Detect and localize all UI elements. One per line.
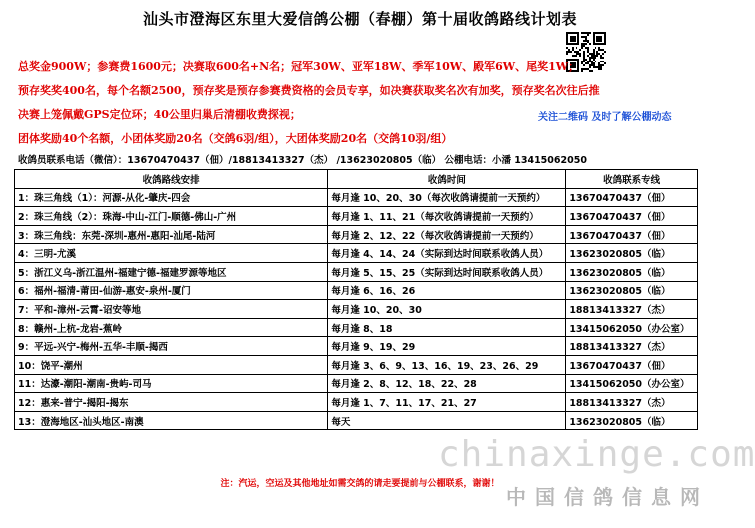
route-cell: 11：达濠-潮阳-潮南-贵屿-司马 [15, 374, 328, 393]
notice-gps-line: 决赛上笼佩戴GPS定位环；40公里归巢后清棚收费探视； [18, 108, 301, 121]
table-row [15, 318, 698, 337]
route-cell: 13：澄海地区-汕头地区-南澳 [15, 411, 328, 430]
contact-cell: 18813413327（杰） [566, 300, 698, 319]
table-row [15, 262, 698, 281]
time-cell: 每天 [328, 411, 566, 430]
time-cell: 每月逢 2、12、22（每次收鸽请提前一天预约） [328, 225, 566, 244]
notice-team-line: 团体奖励40个名额，小团体奖励20名（交鸽6羽/组），大团体奖励20名（交鸽10羽/组） [18, 132, 453, 145]
contact-cell: 13415062050（办公室） [566, 374, 698, 393]
time-cell: 每月逢 5、15、25（实际到达时间联系收鸽人员） [328, 262, 566, 281]
table-row [15, 281, 698, 300]
contact-cell: 13623020805（临） [566, 411, 698, 430]
time-cell: 每月逢 3、6、9、13、16、19、23、26、29 [328, 355, 566, 374]
contact-cell: 18813413327（杰） [566, 393, 698, 412]
notice-prestore-line: 预存奖奖400名，每个名额2500，预存奖是预存参赛费资格的会员专享，如决赛获取奖名次有加奖，预存奖名次往后推 [18, 84, 600, 97]
table-row [15, 337, 698, 356]
contact-cell: 13415062050（办公室） [566, 318, 698, 337]
contact-line: 收鸽员联系电话（微信）：13670470437（佃）/18813413327（杰） /13623020805（临） 公棚电话：小潘 13415062050 [18, 155, 587, 166]
qr-follow-note: 关注二维码 及时了解公棚动态 [538, 112, 672, 123]
table-row [15, 207, 698, 226]
route-cell: 4：三明-尤溪 [15, 244, 328, 263]
time-cell: 每月逢 8、18 [328, 318, 566, 337]
table-row [15, 374, 698, 393]
time-cell: 每月逢 4、14、24（实际到达时间联系收鸽人员） [328, 244, 566, 263]
contact-cell: 13623020805（临） [566, 281, 698, 300]
route-cell: 6：福州-福清-莆田-仙游-惠安-泉州-厦门 [15, 281, 328, 300]
header-contact: 收鸽联系专线 [566, 170, 698, 189]
table-row [15, 188, 698, 207]
header-time: 收鸽时间 [328, 170, 566, 189]
route-cell: 8：赣州-上杭-龙岩-蕉岭 [15, 318, 328, 337]
route-cell: 10：饶平-潮州 [15, 355, 328, 374]
route-cell: 7：平和-漳州-云霄-诏安等地 [15, 300, 328, 319]
header-route: 收鸽路线安排 [15, 170, 328, 189]
route-cell: 3：珠三角线：东莞-深圳-惠州-惠阳-汕尾-陆河 [15, 225, 328, 244]
route-cell: 2：珠三角线（2）：珠海-中山-江门-顺德-佛山-广州 [15, 207, 328, 226]
time-cell: 每月逢 2、8、12、18、22、28 [328, 374, 566, 393]
watermark-cn: 中国信鸽信息网 [506, 485, 709, 509]
table-row [15, 244, 698, 263]
time-cell: 每月逢 1、11、21（每次收鸽请提前一天预约） [328, 207, 566, 226]
contact-cell: 13623020805（临） [566, 262, 698, 281]
time-cell: 每月逢 6、16、26 [328, 281, 566, 300]
time-cell: 每月逢 10、20、30（每次收鸽请提前一天预约） [328, 188, 566, 207]
contact-cell: 13670470437（佃） [566, 355, 698, 374]
route-cell: 5：浙江义乌-浙江温州-福建宁德-福建罗源等地区 [15, 262, 328, 281]
time-cell: 每月逢 9、19、29 [328, 337, 566, 356]
route-cell: 1：珠三角线（1）：河源-从化-肇庆-四会 [15, 188, 328, 207]
table-row [15, 393, 698, 412]
time-cell: 每月逢 1、7、11、17、21、27 [328, 393, 566, 412]
time-cell: 每月逢 10、20、30 [328, 300, 566, 319]
contact-cell: 13670470437（佃） [566, 225, 698, 244]
table-row [15, 300, 698, 319]
table-row [15, 355, 698, 374]
footnote: 注：汽运，空运及其他地址如需交鸽的请走要提前与公棚联系，谢谢！ [220, 479, 500, 489]
watermark-latin: chinaxinge.com [438, 434, 755, 475]
contact-cell: 13623020805（临） [566, 244, 698, 263]
table-header-row [15, 170, 698, 189]
contact-cell: 13670470437（佃） [566, 207, 698, 226]
notice-prize-line: 总奖金900W；参赛费1600元；决赛取600名+N名；冠军30W、亚军18W、季军10W、殿军6W、尾奖1W； [18, 60, 580, 73]
route-table [14, 169, 698, 430]
table-row [15, 411, 698, 430]
route-cell: 9：平远-兴宁-梅州-五华-丰顺-揭西 [15, 337, 328, 356]
page-title: 汕头市澄海区东里大爱信鸽公棚（春棚）第十届收鸽路线计划表 [142, 10, 577, 28]
contact-cell: 13670470437（佃） [566, 188, 698, 207]
route-cell: 12：惠来-普宁-揭阳-揭东 [15, 393, 328, 412]
table-row [15, 225, 698, 244]
contact-cell: 18813413327（杰） [566, 337, 698, 356]
